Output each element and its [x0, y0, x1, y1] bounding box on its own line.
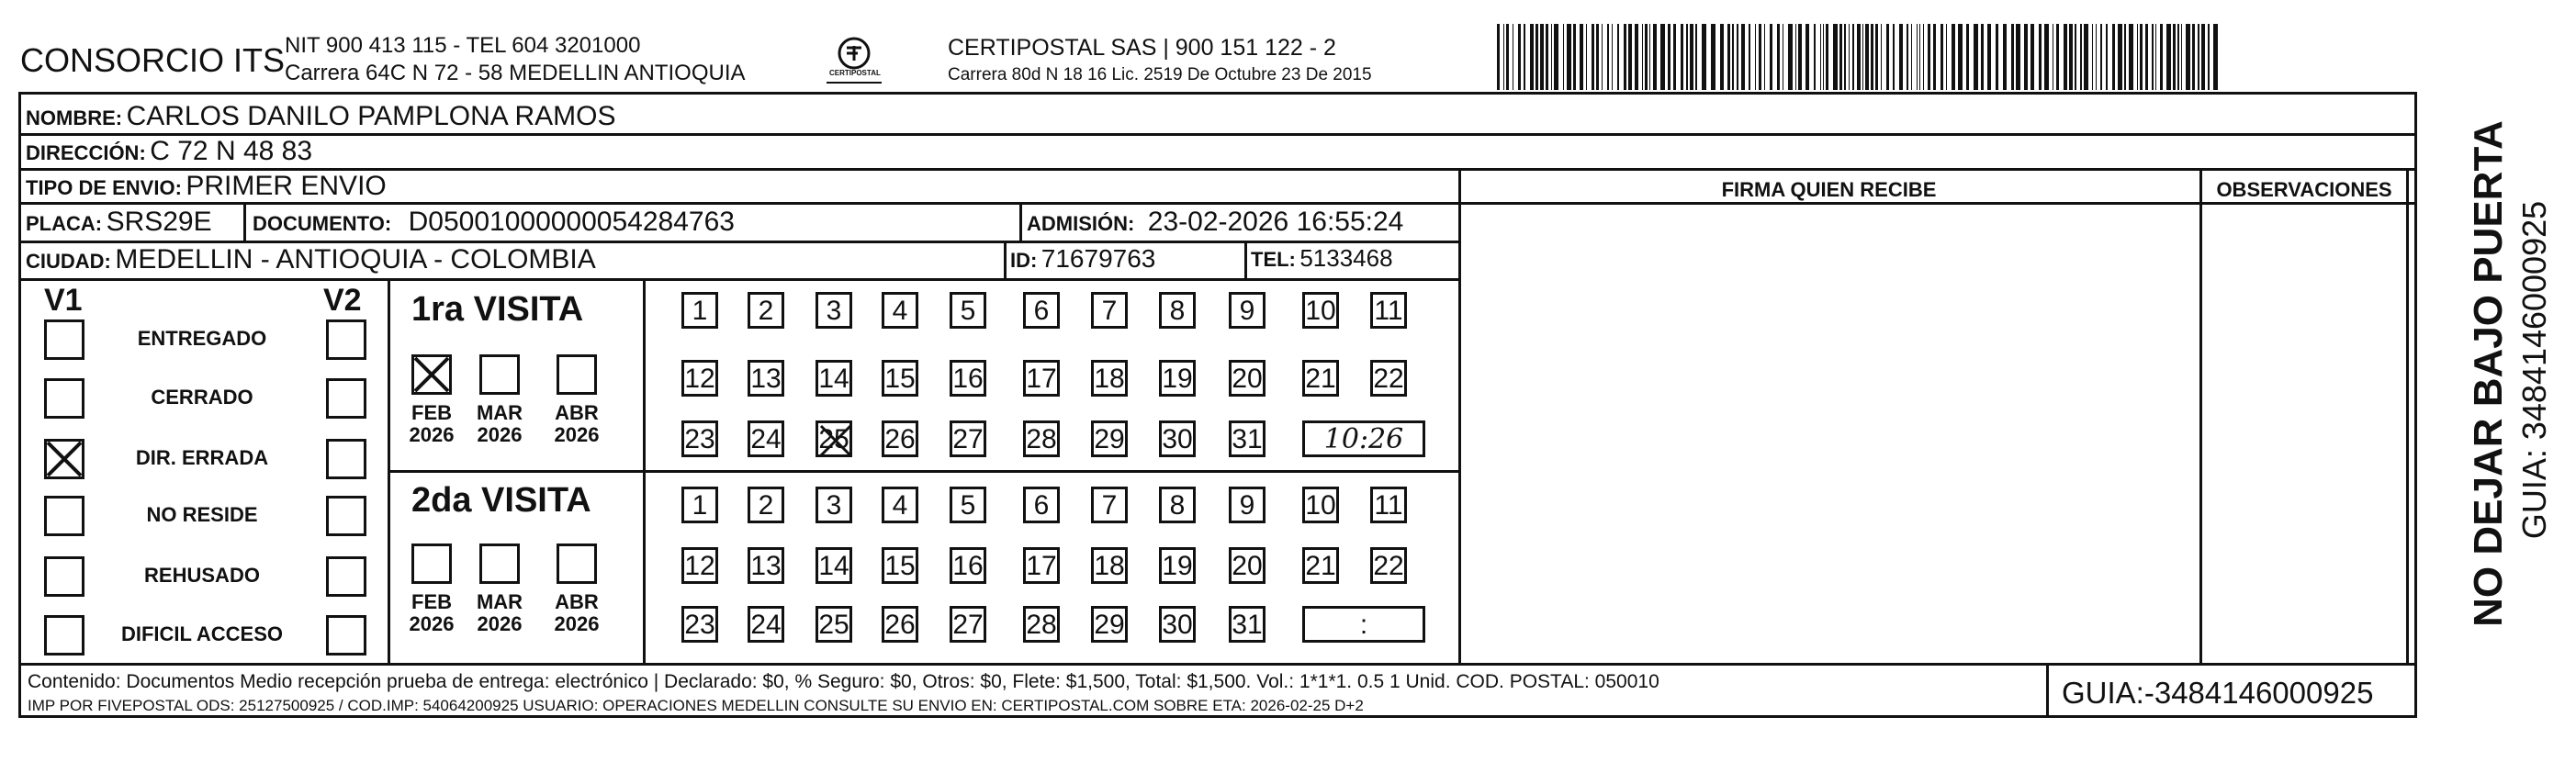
visit1-day-box[interactable]: 24: [748, 420, 784, 457]
visit2-day-box[interactable]: 15: [882, 547, 918, 584]
visit1-day-box[interactable]: 25: [816, 420, 852, 457]
visit2-day-box[interactable]: 1: [681, 487, 718, 523]
visit2-day-box[interactable]: 29: [1091, 606, 1128, 643]
visit1-day-box[interactable]: 7: [1091, 292, 1128, 329]
visit1-day-box[interactable]: 11: [1370, 292, 1407, 329]
visit1-day-box[interactable]: 23: [681, 420, 718, 457]
footer-print-info: IMP POR FIVEPOSTAL ODS: 25127500925 / COD.IMP: 54064200925 USUARIO: OPERACIONES MEDELLIN CONSULTE SU ENVIO EN: CERTIPOSTAL.COM SOBRE ETA: 2026-02-25 D+2: [28, 697, 1364, 714]
status-label: CERRADO: [151, 386, 253, 409]
visit2-day-box[interactable]: 28: [1023, 606, 1060, 643]
status-label: ENTREGADO: [137, 327, 267, 350]
direccion-label: DIRECCIÓN:: [26, 141, 146, 164]
status-v1-checkbox[interactable]: [44, 439, 84, 479]
visit2-day-box[interactable]: 12: [681, 547, 718, 584]
visit1-day-box[interactable]: 4: [882, 292, 918, 329]
admision-value: 23-02-2026 16:55:24: [1147, 207, 1404, 237]
visit1-day-box[interactable]: 17: [1023, 360, 1060, 397]
visit2-time-box[interactable]: :: [1302, 606, 1425, 643]
visit1-day-box[interactable]: 16: [950, 360, 986, 397]
visit2-day-box[interactable]: 17: [1023, 547, 1060, 584]
visit2-month-checkbox[interactable]: [557, 543, 597, 584]
status-v1-checkbox[interactable]: [44, 496, 84, 536]
visit2-day-box[interactable]: 19: [1159, 547, 1196, 584]
status-v1-checkbox[interactable]: [44, 378, 84, 419]
barcode: [1497, 24, 2232, 90]
visit1-day-box[interactable]: 15: [882, 360, 918, 397]
visit1-day-box[interactable]: 29: [1091, 420, 1128, 457]
status-v2-checkbox[interactable]: [326, 556, 366, 597]
side-guia: GUIA: 3484146000925: [2515, 200, 2553, 540]
visit2-day-box[interactable]: 31: [1229, 606, 1266, 643]
visit2-day-box[interactable]: 26: [882, 606, 918, 643]
visit1-day-box[interactable]: 13: [748, 360, 784, 397]
visit1-day-box[interactable]: 14: [816, 360, 852, 397]
visit1-month-checkbox[interactable]: [411, 354, 452, 395]
visit1-day-box[interactable]: 8: [1159, 292, 1196, 329]
ciudad-value: MEDELLIN - ANTIOQUIA - COLOMBIA: [115, 244, 596, 275]
visit2-day-box[interactable]: 14: [816, 547, 852, 584]
status-label: REHUSADO: [144, 564, 260, 587]
visit1-day-box[interactable]: 9: [1229, 292, 1266, 329]
visit2-day-box[interactable]: 9: [1229, 487, 1266, 523]
company-nit: NIT 900 413 115 - TEL 604 3201000: [285, 33, 641, 58]
visit2-day-box[interactable]: 21: [1302, 547, 1339, 584]
status-label: DIR. ERRADA: [135, 446, 269, 469]
documento-label: DOCUMENTO:: [253, 212, 392, 235]
placa-label: PLACA:: [26, 212, 103, 235]
status-label: DIFICIL ACCESO: [120, 622, 283, 645]
id-label: ID:: [1010, 249, 1038, 272]
visit2-day-box[interactable]: 8: [1159, 487, 1196, 523]
visit2-day-box[interactable]: 18: [1091, 547, 1128, 584]
status-v2-checkbox[interactable]: [326, 496, 366, 536]
tel-label: TEL:: [1251, 248, 1296, 271]
visit1-month-label: FEB 2026: [409, 401, 455, 447]
visit1-month-checkbox[interactable]: [479, 354, 520, 395]
tipo-envio-label: TIPO DE ENVIO:: [26, 176, 182, 199]
visit1-time-box[interactable]: 10:26: [1302, 420, 1425, 457]
footer-guia: GUIA:-3484146000925: [2062, 676, 2374, 710]
visit2-month-checkbox[interactable]: [479, 543, 520, 584]
visit2-day-box[interactable]: 24: [748, 606, 784, 643]
visit1-day-box[interactable]: 31: [1229, 420, 1266, 457]
visit1-day-box[interactable]: 18: [1091, 360, 1128, 397]
visit1-day-box[interactable]: 27: [950, 420, 986, 457]
placa-value: SRS29E: [106, 207, 212, 237]
tipo-envio-value: PRIMER ENVIO: [186, 171, 387, 201]
id-value: 71679763: [1041, 244, 1156, 273]
visit2-day-box[interactable]: 20: [1229, 547, 1266, 584]
visit2-day-box[interactable]: 23: [681, 606, 718, 643]
status-v1-checkbox[interactable]: [44, 319, 84, 360]
visit1-day-box[interactable]: 22: [1370, 360, 1407, 397]
visit2-day-box[interactable]: 7: [1091, 487, 1128, 523]
visit2-day-box[interactable]: 11: [1370, 487, 1407, 523]
footer-contents: Contenido: Documentos Medio recepción prueba de entrega: electrónico | Declarado: $0, % Seguro: $0, Otros: $0, Flete: $1,500, Total: $1,500. Vol.: 1*1*1. 0.5 1 Unid. COD. POSTAL: 050010: [28, 671, 1659, 692]
status-v2-checkbox[interactable]: [326, 378, 366, 419]
visit2-day-box[interactable]: 4: [882, 487, 918, 523]
company-name: CONSORCIO ITS: [20, 41, 286, 79]
visit2-day-box[interactable]: 25: [816, 606, 852, 643]
visit2-title: 2da VISITA: [411, 481, 591, 520]
visit1-day-box[interactable]: 1: [681, 292, 718, 329]
visit2-day-box[interactable]: 22: [1370, 547, 1407, 584]
company-address: Carrera 64C N 72 - 58 MEDELLIN ANTIOQUIA: [285, 61, 746, 85]
visit1-day-box[interactable]: 28: [1023, 420, 1060, 457]
observaciones-header: OBSERVACIONES: [2216, 178, 2392, 201]
visit1-month-checkbox[interactable]: [557, 354, 597, 395]
status-v2-checkbox[interactable]: [326, 615, 366, 656]
visit1-day-box[interactable]: 19: [1159, 360, 1196, 397]
status-v2-checkbox[interactable]: [326, 439, 366, 479]
visit2-month-checkbox[interactable]: [411, 543, 452, 584]
courier-address: Carrera 80d N 18 16 Lic. 2519 De Octubre 23 De 2015: [948, 65, 1372, 84]
visit1-day-box[interactable]: 20: [1229, 360, 1266, 397]
visit1-month-label: ABR 2026: [554, 401, 600, 447]
visit2-day-box[interactable]: 5: [950, 487, 986, 523]
visit2-day-box[interactable]: 16: [950, 547, 986, 584]
firma-header: FIRMA QUIEN RECIBE: [1721, 178, 1937, 201]
visit1-month-label: MAR 2026: [476, 401, 523, 447]
visit2-day-box[interactable]: 2: [748, 487, 784, 523]
certipostal-logo: [822, 35, 886, 90]
visit2-day-box[interactable]: 3: [816, 487, 852, 523]
certipostal-logo-text: CERTIPOSTAL: [829, 69, 881, 77]
courier-name: CERTIPOSTAL SAS | 900 151 122 - 2: [948, 35, 1336, 61]
visit2-day-box[interactable]: 30: [1159, 606, 1196, 643]
v1-header: V1: [44, 283, 83, 318]
direccion-value: C 72 N 48 83: [150, 136, 313, 166]
side-warning: NO DEJAR BAJO PUERTA: [2466, 120, 2511, 627]
visit2-month-label: MAR 2026: [476, 590, 523, 636]
visit2-day-box[interactable]: 27: [950, 606, 986, 643]
visit1-day-box[interactable]: 3: [816, 292, 852, 329]
ciudad-label: CIUDAD:: [26, 250, 111, 273]
nombre-label: NOMBRE:: [26, 106, 123, 129]
status-label: NO RESIDE: [146, 503, 258, 526]
visit1-day-box[interactable]: 5: [950, 292, 986, 329]
visit1-title: 1ra VISITA: [411, 290, 584, 329]
v2-header: V2: [323, 283, 362, 318]
tel-value: 5133468: [1299, 244, 1393, 272]
visit1-day-box[interactable]: 26: [882, 420, 918, 457]
status-v1-checkbox[interactable]: [44, 615, 84, 656]
status-v1-checkbox[interactable]: [44, 556, 84, 597]
nombre-value: CARLOS DANILO PAMPLONA RAMOS: [126, 101, 616, 131]
visit2-day-box[interactable]: 10: [1302, 487, 1339, 523]
visit2-day-box[interactable]: 13: [748, 547, 784, 584]
status-v2-checkbox[interactable]: [326, 319, 366, 360]
visit2-day-box[interactable]: 6: [1023, 487, 1060, 523]
visit1-day-box[interactable]: 10: [1302, 292, 1339, 329]
documento-value: D05001000000054284763: [408, 207, 735, 237]
visit1-day-box[interactable]: 2: [748, 292, 784, 329]
visit1-day-box[interactable]: 21: [1302, 360, 1339, 397]
visit1-day-box[interactable]: 30: [1159, 420, 1196, 457]
visit1-day-box[interactable]: 12: [681, 360, 718, 397]
visit2-month-label: FEB 2026: [409, 590, 455, 636]
admision-label: ADMISIÓN:: [1027, 212, 1135, 235]
visit2-month-label: ABR 2026: [554, 590, 600, 636]
visit1-day-box[interactable]: 6: [1023, 292, 1060, 329]
